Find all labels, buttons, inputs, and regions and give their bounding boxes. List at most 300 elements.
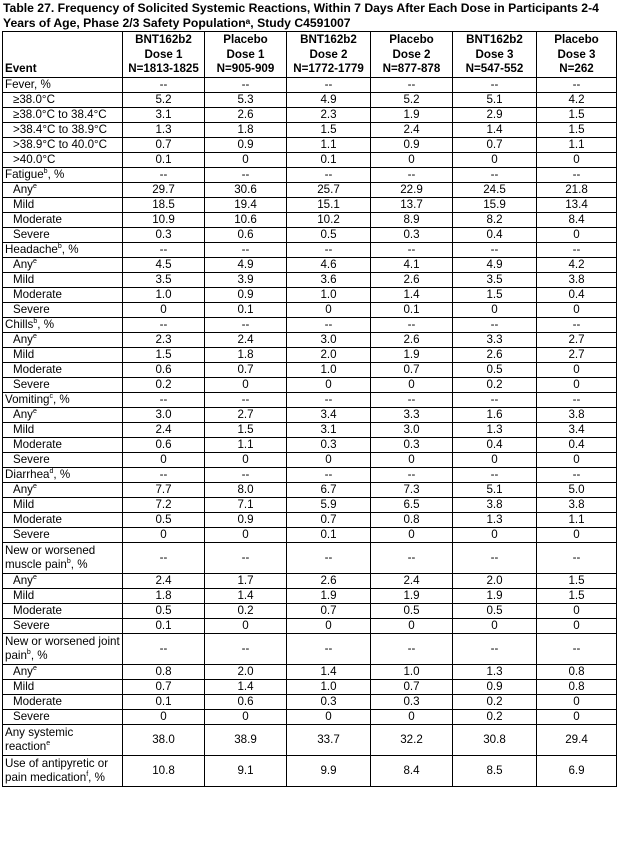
systemic-reactions-table — [2, 31, 617, 787]
value-cell: 2.4 — [371, 573, 453, 588]
value-cell: 0.8 — [537, 664, 617, 679]
value-cell: 0 — [287, 618, 371, 633]
value-cell: 5.1 — [453, 482, 537, 497]
value-cell: 1.3 — [453, 512, 537, 527]
value-cell: 0 — [371, 377, 453, 392]
value-cell: -- — [537, 633, 617, 664]
row-label: Vomiting$^c$, % — [3, 392, 123, 407]
value-cell: 33.7 — [287, 724, 371, 755]
value-cell: 0 — [205, 527, 287, 542]
value-cell: 1.0 — [123, 287, 205, 302]
value-cell: -- — [371, 633, 453, 664]
value-cell: 22.9 — [371, 182, 453, 197]
row-label: Moderate — [3, 212, 123, 227]
value-cell: 1.1 — [537, 512, 617, 527]
table-row — [3, 347, 617, 362]
value-cell: 4.2 — [537, 257, 617, 272]
value-cell: 1.8 — [205, 122, 287, 137]
value-cell: 0 — [371, 152, 453, 167]
value-cell: 0.3 — [287, 437, 371, 452]
table-row — [3, 272, 617, 287]
value-cell: 0 — [537, 618, 617, 633]
row-label: ≥38.0°C to 38.4°C — [3, 107, 123, 122]
value-cell: -- — [123, 633, 205, 664]
value-cell: -- — [371, 392, 453, 407]
value-cell: 0.5 — [287, 227, 371, 242]
row-label: Mild — [3, 197, 123, 212]
value-cell: 0 — [205, 709, 287, 724]
row-label: Moderate — [3, 287, 123, 302]
value-cell: -- — [123, 317, 205, 332]
value-cell: 2.4 — [123, 573, 205, 588]
value-cell: 1.4 — [371, 287, 453, 302]
value-cell: 0.6 — [123, 362, 205, 377]
value-cell: 0.7 — [287, 603, 371, 618]
value-cell: 1.4 — [453, 122, 537, 137]
value-cell: 0.7 — [371, 362, 453, 377]
value-cell: 0 — [205, 152, 287, 167]
value-cell: 7.3 — [371, 482, 453, 497]
value-cell: -- — [537, 167, 617, 182]
value-cell: 0 — [537, 152, 617, 167]
value-cell: 2.6 — [453, 347, 537, 362]
row-label: New or worsened joint pain$^b$, % — [3, 633, 123, 664]
row-label: >40.0°C — [3, 152, 123, 167]
value-cell: -- — [205, 317, 287, 332]
value-cell: 3.0 — [123, 407, 205, 422]
value-cell: 0.7 — [123, 679, 205, 694]
value-cell: 2.6 — [371, 272, 453, 287]
value-cell: 1.3 — [453, 664, 537, 679]
value-cell: -- — [287, 317, 371, 332]
value-cell: 0.2 — [453, 377, 537, 392]
value-cell: 0 — [537, 377, 617, 392]
value-cell: 2.6 — [287, 573, 371, 588]
value-cell: 0.6 — [205, 227, 287, 242]
table-row — [3, 197, 617, 212]
table-row — [3, 317, 617, 332]
value-cell: 5.9 — [287, 497, 371, 512]
table-row — [3, 122, 617, 137]
value-cell: 10.8 — [123, 755, 205, 786]
row-label: Severe — [3, 227, 123, 242]
value-cell: -- — [287, 542, 371, 573]
row-label: Any$^e$ — [3, 407, 123, 422]
value-cell: -- — [371, 242, 453, 257]
value-cell: 6.9 — [537, 755, 617, 786]
row-label: Moderate — [3, 603, 123, 618]
value-cell: 2.7 — [537, 332, 617, 347]
value-cell: 0.7 — [287, 512, 371, 527]
row-label: Moderate — [3, 362, 123, 377]
table-row — [3, 242, 617, 257]
row-label: New or worsened muscle pain$^b$, % — [3, 542, 123, 573]
row-label: Any systemic reaction$^e$ — [3, 724, 123, 755]
value-cell: 0.4 — [453, 437, 537, 452]
value-cell: 0 — [537, 302, 617, 317]
table-row — [3, 437, 617, 452]
value-cell: 0 — [205, 452, 287, 467]
table-row — [3, 452, 617, 467]
value-cell: 0.9 — [205, 512, 287, 527]
value-cell: 0 — [287, 452, 371, 467]
value-cell: 0.3 — [287, 694, 371, 709]
value-cell: 0.2 — [453, 694, 537, 709]
value-cell: 0 — [123, 302, 205, 317]
value-cell: 10.2 — [287, 212, 371, 227]
value-cell: -- — [287, 167, 371, 182]
value-cell: 1.9 — [371, 107, 453, 122]
row-label: Mild — [3, 588, 123, 603]
table-row — [3, 332, 617, 347]
value-cell: 1.5 — [287, 122, 371, 137]
header-col-1: BNT162b2 Dose 1 N=1813-1825 — [123, 32, 205, 78]
value-cell: -- — [123, 242, 205, 257]
row-label: Any$^e$ — [3, 573, 123, 588]
row-label: >38.4°C to 38.9°C — [3, 122, 123, 137]
value-cell: 1.5 — [537, 122, 617, 137]
value-cell: 0.6 — [123, 437, 205, 452]
table-row — [3, 92, 617, 107]
row-label: Any$^e$ — [3, 482, 123, 497]
row-label: Severe — [3, 302, 123, 317]
row-label: Severe — [3, 709, 123, 724]
row-label: ≥38.0°C — [3, 92, 123, 107]
row-label: Moderate — [3, 437, 123, 452]
value-cell: 8.2 — [453, 212, 537, 227]
value-cell: -- — [287, 633, 371, 664]
table-row — [3, 482, 617, 497]
value-cell: 0 — [537, 603, 617, 618]
value-cell: 0.2 — [205, 603, 287, 618]
value-cell: -- — [453, 317, 537, 332]
table-row — [3, 694, 617, 709]
value-cell: 1.4 — [287, 664, 371, 679]
value-cell: -- — [371, 77, 453, 92]
value-cell: -- — [453, 392, 537, 407]
value-cell: -- — [205, 242, 287, 257]
value-cell: 1.5 — [537, 107, 617, 122]
value-cell: 0.3 — [123, 227, 205, 242]
row-label: Chills$^b$, % — [3, 317, 123, 332]
value-cell: -- — [287, 242, 371, 257]
value-cell: 0.3 — [371, 227, 453, 242]
table-row — [3, 407, 617, 422]
value-cell: 21.8 — [537, 182, 617, 197]
value-cell: 0.1 — [371, 302, 453, 317]
value-cell: 7.2 — [123, 497, 205, 512]
value-cell: 0 — [123, 452, 205, 467]
value-cell: 0.9 — [205, 137, 287, 152]
value-cell: 0.3 — [371, 437, 453, 452]
value-cell: 8.5 — [453, 755, 537, 786]
value-cell: -- — [453, 633, 537, 664]
header-col-3: BNT162b2 Dose 2 N=1772-1779 — [287, 32, 371, 78]
value-cell: 1.5 — [537, 588, 617, 603]
value-cell: -- — [205, 633, 287, 664]
value-cell: 0.1 — [205, 302, 287, 317]
value-cell: -- — [537, 77, 617, 92]
value-cell: -- — [453, 242, 537, 257]
value-cell: 0 — [287, 709, 371, 724]
value-cell: -- — [123, 542, 205, 573]
row-label: Mild — [3, 422, 123, 437]
value-cell: 3.4 — [537, 422, 617, 437]
value-cell: 1.4 — [205, 679, 287, 694]
table-row — [3, 377, 617, 392]
value-cell: 4.2 — [537, 92, 617, 107]
value-cell: 0 — [371, 452, 453, 467]
value-cell: 0 — [123, 527, 205, 542]
row-label: Moderate — [3, 694, 123, 709]
value-cell: 0 — [287, 302, 371, 317]
table-title: Table 27. Frequency of Solicited Systemic Reactions, Within 7 Days After Each Dose in Participants 2-4 Years of Age, Phase 2/3 Safety Populationᵃ, Study C4591007 — [3, 1, 599, 30]
value-cell: 2.0 — [205, 664, 287, 679]
row-label: >38.9°C to 40.0°C — [3, 137, 123, 152]
table-row — [3, 422, 617, 437]
table-row — [3, 257, 617, 272]
value-cell: -- — [453, 542, 537, 573]
table-row — [3, 527, 617, 542]
value-cell: 1.4 — [205, 588, 287, 603]
value-cell: 0 — [537, 694, 617, 709]
value-cell: 5.2 — [123, 92, 205, 107]
value-cell: 30.6 — [205, 182, 287, 197]
value-cell: 3.3 — [453, 332, 537, 347]
value-cell: 4.9 — [205, 257, 287, 272]
value-cell: 2.4 — [205, 332, 287, 347]
value-cell: 3.6 — [287, 272, 371, 287]
value-cell: 0.9 — [371, 137, 453, 152]
value-cell: 0.5 — [453, 603, 537, 618]
value-cell: 2.0 — [287, 347, 371, 362]
value-cell: 0.5 — [123, 603, 205, 618]
value-cell: -- — [537, 392, 617, 407]
row-label: Severe — [3, 377, 123, 392]
row-label: Headache$^b$, % — [3, 242, 123, 257]
value-cell: 3.9 — [205, 272, 287, 287]
value-cell: 0 — [371, 527, 453, 542]
table-row — [3, 227, 617, 242]
table-row — [3, 392, 617, 407]
value-cell: 0.7 — [205, 362, 287, 377]
value-cell: -- — [205, 167, 287, 182]
value-cell: -- — [287, 392, 371, 407]
value-cell: 15.1 — [287, 197, 371, 212]
table-row — [3, 287, 617, 302]
value-cell: -- — [287, 77, 371, 92]
value-cell: 24.5 — [453, 182, 537, 197]
table-row — [3, 137, 617, 152]
value-cell: 1.5 — [537, 573, 617, 588]
value-cell: 5.1 — [453, 92, 537, 107]
value-cell: 0.9 — [453, 679, 537, 694]
value-cell: 4.6 — [287, 257, 371, 272]
value-cell: 5.3 — [205, 92, 287, 107]
table-row — [3, 167, 617, 182]
value-cell: 2.9 — [453, 107, 537, 122]
value-cell: 0.4 — [537, 287, 617, 302]
value-cell: 5.2 — [371, 92, 453, 107]
value-cell: 4.9 — [287, 92, 371, 107]
table-row — [3, 724, 617, 755]
value-cell: 0.1 — [123, 694, 205, 709]
value-cell: 9.9 — [287, 755, 371, 786]
value-cell: 0 — [453, 302, 537, 317]
value-cell: -- — [537, 542, 617, 573]
row-label: Use of antipyretic or pain medication$^f$, % — [3, 755, 123, 786]
row-label: Any$^e$ — [3, 664, 123, 679]
value-cell: 29.4 — [537, 724, 617, 755]
value-cell: 4.5 — [123, 257, 205, 272]
value-cell: 1.8 — [205, 347, 287, 362]
table-body — [3, 77, 617, 786]
value-cell: 0.3 — [371, 694, 453, 709]
value-cell: 0.5 — [453, 362, 537, 377]
row-label: Diarrhea$^d$, % — [3, 467, 123, 482]
value-cell: 1.3 — [453, 422, 537, 437]
value-cell: 1.1 — [287, 137, 371, 152]
row-label: Mild — [3, 679, 123, 694]
value-cell: 3.3 — [371, 407, 453, 422]
value-cell: 6.7 — [287, 482, 371, 497]
value-cell: 4.9 — [453, 257, 537, 272]
value-cell: -- — [287, 467, 371, 482]
value-cell: 3.1 — [123, 107, 205, 122]
header-col-6: Placebo Dose 3 N=262 — [537, 32, 617, 78]
value-cell: -- — [123, 167, 205, 182]
table-row — [3, 467, 617, 482]
value-cell: 0 — [537, 227, 617, 242]
value-cell: 7.1 — [205, 497, 287, 512]
header-event: Event — [3, 32, 123, 78]
value-cell: 1.7 — [205, 573, 287, 588]
value-cell: 3.1 — [287, 422, 371, 437]
value-cell: 0.5 — [123, 512, 205, 527]
table-row — [3, 302, 617, 317]
value-cell: 0 — [453, 452, 537, 467]
value-cell: 9.1 — [205, 755, 287, 786]
value-cell: 0.7 — [123, 137, 205, 152]
value-cell: 0 — [453, 527, 537, 542]
header-col-2: Placebo Dose 1 N=905-909 — [205, 32, 287, 78]
header-row — [3, 32, 617, 78]
value-cell: 0.7 — [453, 137, 537, 152]
value-cell: 0.4 — [453, 227, 537, 242]
value-cell: 1.5 — [453, 287, 537, 302]
value-cell: -- — [123, 77, 205, 92]
value-cell: 29.7 — [123, 182, 205, 197]
table-row — [3, 77, 617, 92]
value-cell: 1.5 — [205, 422, 287, 437]
row-label: Mild — [3, 497, 123, 512]
value-cell: 0 — [453, 618, 537, 633]
value-cell: -- — [123, 467, 205, 482]
value-cell: 0.1 — [287, 152, 371, 167]
value-cell: 2.4 — [123, 422, 205, 437]
table-row — [3, 497, 617, 512]
value-cell: 30.8 — [453, 724, 537, 755]
value-cell: 7.7 — [123, 482, 205, 497]
value-cell: 0.6 — [205, 694, 287, 709]
row-label: Severe — [3, 618, 123, 633]
value-cell: 19.4 — [205, 197, 287, 212]
table-row — [3, 633, 617, 664]
header-col-4: Placebo Dose 2 N=877-878 — [371, 32, 453, 78]
value-cell: 1.9 — [371, 347, 453, 362]
value-cell: 0.4 — [537, 437, 617, 452]
value-cell: 13.7 — [371, 197, 453, 212]
value-cell: 0 — [537, 452, 617, 467]
table-row — [3, 212, 617, 227]
value-cell: 1.1 — [205, 437, 287, 452]
table-row — [3, 512, 617, 527]
value-cell: 1.9 — [287, 588, 371, 603]
value-cell: 2.3 — [287, 107, 371, 122]
value-cell: 38.9 — [205, 724, 287, 755]
value-cell: -- — [123, 392, 205, 407]
value-cell: 1.9 — [453, 588, 537, 603]
value-cell: 3.8 — [453, 497, 537, 512]
value-cell: 1.0 — [287, 362, 371, 377]
value-cell: -- — [537, 317, 617, 332]
value-cell: -- — [453, 467, 537, 482]
value-cell: -- — [537, 467, 617, 482]
value-cell: 1.3 — [123, 122, 205, 137]
table-row — [3, 573, 617, 588]
row-label: Any$^e$ — [3, 257, 123, 272]
value-cell: 2.3 — [123, 332, 205, 347]
table-row — [3, 679, 617, 694]
value-cell: 18.5 — [123, 197, 205, 212]
value-cell: 0 — [537, 709, 617, 724]
value-cell: 3.0 — [371, 422, 453, 437]
value-cell: 3.5 — [123, 272, 205, 287]
value-cell: 0 — [453, 152, 537, 167]
value-cell: 3.0 — [287, 332, 371, 347]
row-label: Severe — [3, 452, 123, 467]
row-label: Fatigue$^b$, % — [3, 167, 123, 182]
value-cell: 0.2 — [123, 377, 205, 392]
value-cell: -- — [205, 392, 287, 407]
value-cell: -- — [453, 167, 537, 182]
header-col-5: BNT162b2 Dose 3 N=547-552 — [453, 32, 537, 78]
value-cell: 1.0 — [287, 679, 371, 694]
value-cell: 0 — [123, 709, 205, 724]
table-row — [3, 542, 617, 573]
value-cell: 0 — [371, 618, 453, 633]
value-cell: 0 — [287, 377, 371, 392]
value-cell: 25.7 — [287, 182, 371, 197]
table-row — [3, 664, 617, 679]
value-cell: 2.0 — [453, 573, 537, 588]
value-cell: -- — [371, 542, 453, 573]
row-label: Mild — [3, 347, 123, 362]
value-cell: 4.1 — [371, 257, 453, 272]
value-cell: 0.8 — [371, 512, 453, 527]
value-cell: -- — [205, 542, 287, 573]
table-row — [3, 709, 617, 724]
value-cell: 10.6 — [205, 212, 287, 227]
value-cell: -- — [205, 77, 287, 92]
row-label: Severe — [3, 527, 123, 542]
value-cell: -- — [371, 167, 453, 182]
value-cell: 15.9 — [453, 197, 537, 212]
value-cell: 5.0 — [537, 482, 617, 497]
value-cell: 0 — [205, 377, 287, 392]
value-cell: 10.9 — [123, 212, 205, 227]
value-cell: 3.8 — [537, 272, 617, 287]
